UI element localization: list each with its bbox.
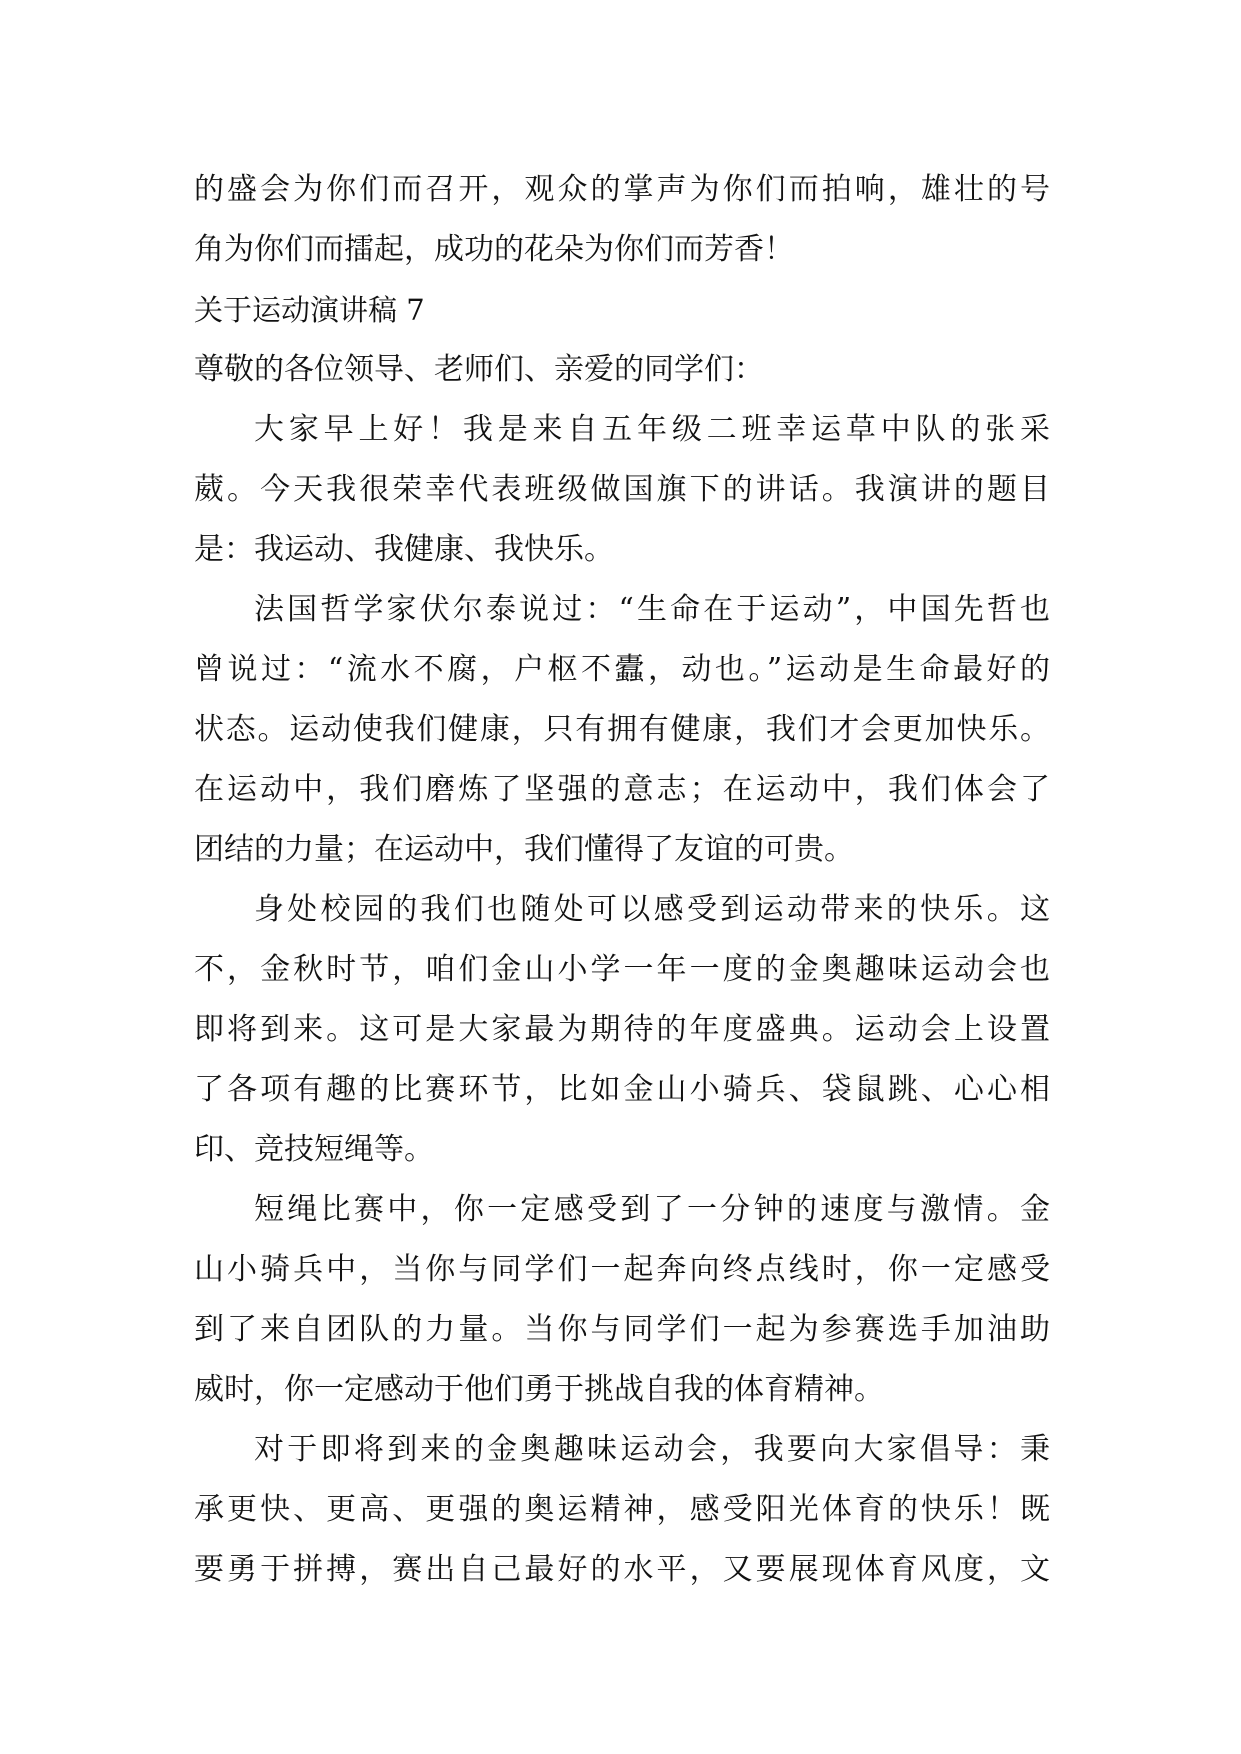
text-line: 角为你们而擂起，成功的花朵为你们而芳香！ bbox=[194, 232, 794, 267]
section-heading: 关于运动演讲稿 7 bbox=[194, 293, 425, 327]
paragraph-first-line: 法国哲学家伏尔泰说过：“生命在于运动”，中国先哲也 bbox=[254, 592, 1050, 627]
paragraph-first-line: 短绳比赛中，你一定感受到了一分钟的速度与激情。金 bbox=[254, 1192, 1050, 1227]
text-line: 印、竞技短绳等。 bbox=[194, 1132, 434, 1167]
text-line: 承更快、更高、更强的奥运精神，感受阳光体育的快乐！既 bbox=[194, 1492, 1050, 1527]
text-line: 葳。今天我很荣幸代表班级做国旗下的讲话。我演讲的题目 bbox=[194, 472, 1050, 507]
paragraph-first-line: 对于即将到来的金奥趣味运动会，我要向大家倡导：秉 bbox=[254, 1432, 1050, 1467]
text-line: 了各项有趣的比赛环节，比如金山小骑兵、袋鼠跳、心心相 bbox=[194, 1072, 1050, 1107]
paragraph-first-line: 身处校园的我们也随处可以感受到运动带来的快乐。这 bbox=[254, 892, 1050, 927]
text-line: 的盛会为你们而召开，观众的掌声为你们而拍响，雄壮的号 bbox=[194, 172, 1050, 207]
text-line: 到了来自团队的力量。当你与同学们一起为参赛选手加油助 bbox=[194, 1312, 1050, 1347]
text-line: 在运动中，我们磨炼了坚强的意志；在运动中，我们体会了 bbox=[194, 772, 1050, 807]
paragraph-first-line: 大家早上好！我是来自五年级二班幸运草中队的张采 bbox=[254, 412, 1050, 447]
text-line: 不，金秋时节，咱们金山小学一年一度的金奥趣味运动会也 bbox=[194, 952, 1050, 987]
salutation-line: 尊敬的各位领导、老师们、亲爱的同学们： bbox=[194, 352, 764, 387]
text-line: 状态。运动使我们健康，只有拥有健康，我们才会更加快乐。 bbox=[194, 712, 1050, 747]
text-line: 威时，你一定感动于他们勇于挑战自我的体育精神。 bbox=[194, 1372, 884, 1407]
text-line: 是：我运动、我健康、我快乐。 bbox=[194, 532, 614, 567]
text-line: 山小骑兵中，当你与同学们一起奔向终点线时，你一定感受 bbox=[194, 1252, 1050, 1287]
text-line: 即将到来。这可是大家最为期待的年度盛典。运动会上设置 bbox=[194, 1012, 1050, 1047]
speech-text-block bbox=[194, 160, 1050, 1600]
text-line: 团结的力量；在运动中，我们懂得了友谊的可贵。 bbox=[194, 832, 854, 867]
text-line: 要勇于拼搏，赛出自己最好的水平，又要展现体育风度，文 bbox=[194, 1552, 1050, 1587]
text-line: 曾说过：“流水不腐，户枢不蠹，动也。”运动是生命最好的 bbox=[194, 652, 1050, 687]
